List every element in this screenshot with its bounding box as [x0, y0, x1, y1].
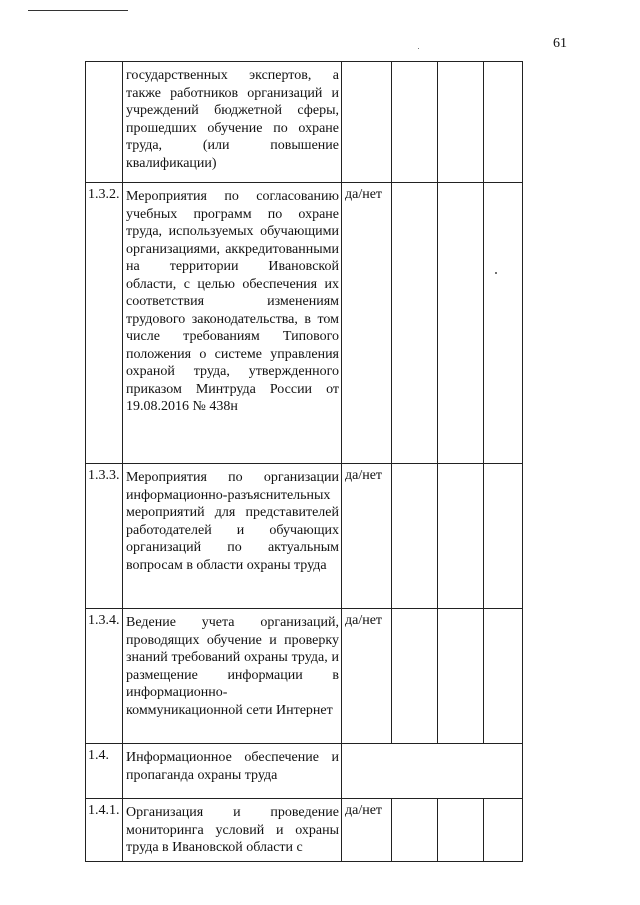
row-description: государственных экспертов, а также работников организаций и учреждений бюджетной сферы, прошедших обучение по охране труда, (или повышение квалификации)	[123, 62, 342, 183]
empty-cell	[438, 464, 484, 609]
row-number: 1.4.	[86, 744, 123, 799]
scan-speck	[418, 48, 419, 49]
row-answer: да/нет	[342, 799, 392, 862]
empty-cell	[484, 609, 523, 744]
empty-cell	[392, 62, 438, 183]
row-description: Мероприятия по организации информационно-разъяснительных мероприятий для представителей работодателей и обучающих организаций по актуальным вопросам в области охраны труда	[123, 464, 342, 609]
row-description: Мероприятия по согласованию учебных программ по охране труда, используемых обучающими организациями, аккредитованными на территории Ивановской области, с целью обеспечения их соответствия изменениям трудового законодательства, в том числе требованиям Типового положения о системе управления охраной труда, утвержденного приказом Минтруда России от 19.08.2016 № 438н	[123, 183, 342, 464]
row-description: Организация и проведение мониторинга условий и охраны труда в Ивановской области с	[123, 799, 342, 862]
row-answer: да/нет	[342, 183, 392, 464]
row-number: 1.3.2.	[86, 183, 123, 464]
empty-cell	[438, 609, 484, 744]
page-number: 61	[553, 36, 567, 51]
measures-table	[85, 61, 523, 862]
row-number: 1.3.3.	[86, 464, 123, 609]
empty-cell	[484, 183, 523, 464]
table-row	[86, 62, 523, 183]
row-number: 1.4.1.	[86, 799, 123, 862]
row-answer: да/нет	[342, 609, 392, 744]
table-row	[86, 464, 523, 609]
row-description: Информационное обеспечение и пропаганда охраны труда	[123, 744, 342, 799]
merged-empty-cell	[342, 744, 523, 799]
empty-cell	[484, 799, 523, 862]
row-answer	[342, 62, 392, 183]
table-row	[86, 183, 523, 464]
table-row	[86, 799, 523, 862]
empty-cell	[484, 464, 523, 609]
empty-cell	[392, 609, 438, 744]
table-row	[86, 609, 523, 744]
empty-cell	[392, 464, 438, 609]
empty-cell	[438, 799, 484, 862]
empty-cell	[392, 799, 438, 862]
row-number	[86, 62, 123, 183]
empty-cell	[484, 62, 523, 183]
top-rule	[28, 10, 128, 11]
row-answer: да/нет	[342, 464, 392, 609]
empty-cell	[392, 183, 438, 464]
row-description: Ведение учета организаций, проводящих обучение и проверку знаний требований охраны труда, и размещение информации в информационно-коммуникационной сети Интернет	[123, 609, 342, 744]
empty-cell	[438, 62, 484, 183]
row-number: 1.3.4.	[86, 609, 123, 744]
section-row	[86, 744, 523, 799]
empty-cell	[438, 183, 484, 464]
